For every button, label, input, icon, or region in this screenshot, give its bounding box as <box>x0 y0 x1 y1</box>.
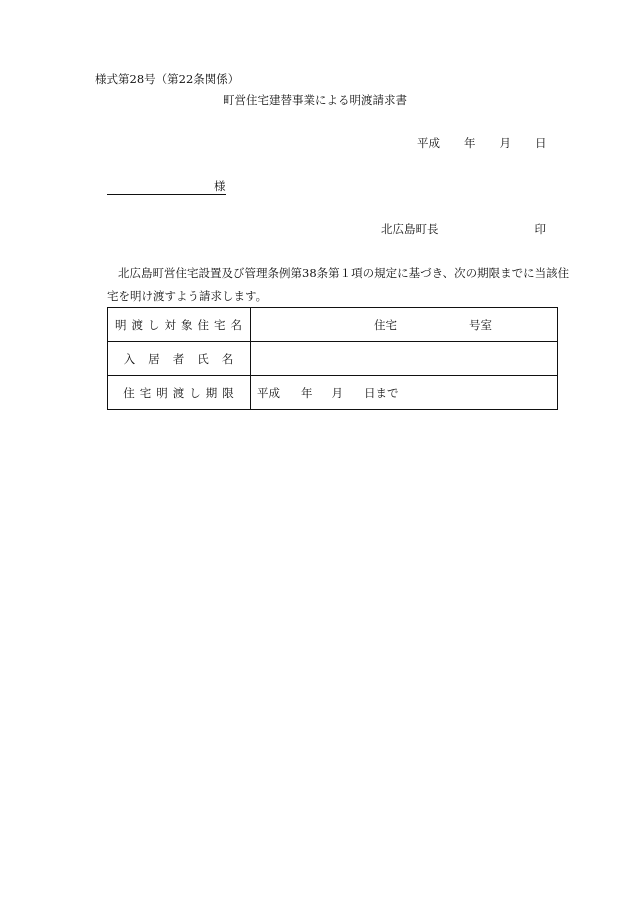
deadline-year: 年 <box>301 385 313 400</box>
target-housing-field[interactable] <box>251 308 558 342</box>
date-era: 平成 <box>417 136 440 150</box>
deadline-day: 日まで <box>364 385 399 400</box>
addressee-line <box>107 178 226 195</box>
date-day: 日 <box>535 136 547 150</box>
label-tenant-name: 入居者氏名 <box>108 342 251 376</box>
table-row-tenant-name <box>108 342 558 376</box>
table-row-target-housing <box>108 308 558 342</box>
deadline-month: 月 <box>331 385 343 400</box>
deadline-era: 平成 <box>257 385 280 400</box>
issuer-line <box>381 221 546 237</box>
form-number: 様式第28号（第22条関係） <box>95 72 240 86</box>
eviction-info-table <box>107 307 558 410</box>
issuer-name: 北広島町長 <box>381 222 439 236</box>
date-month: 月 <box>499 136 511 150</box>
label-target-housing: 明渡し対象住宅名 <box>108 308 251 342</box>
addressee-name-blank[interactable] <box>107 181 213 195</box>
document-title: 町営住宅建替事業による明渡請求書 <box>223 93 407 107</box>
label-deadline: 住宅明渡し期限 <box>108 376 251 410</box>
addressee-honorific: 様 <box>214 179 226 193</box>
table-row-deadline <box>108 376 558 410</box>
room-number-suffix: 号室 <box>469 318 492 332</box>
deadline-field[interactable] <box>251 376 558 410</box>
housing-suffix: 住宅 <box>374 318 397 332</box>
seal-mark: 印 <box>534 222 546 236</box>
tenant-name-field[interactable] <box>251 342 558 376</box>
date-line <box>417 135 547 151</box>
request-body-text: 北広島町営住宅設置及び管理条例第38条第１項の規定に基づき、次の期限までに当該住宅を明け渡すよう請求します。 <box>107 266 570 303</box>
date-year: 年 <box>464 136 476 150</box>
